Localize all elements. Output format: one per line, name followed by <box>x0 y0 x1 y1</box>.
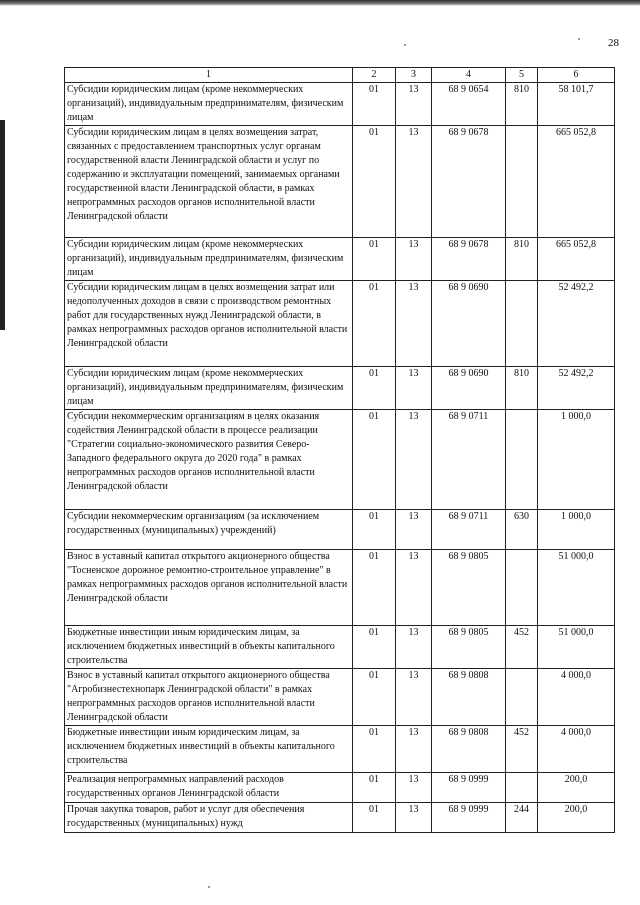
scan-edge-left <box>0 120 5 330</box>
table-row <box>65 281 615 367</box>
page-number: 28 <box>608 37 619 49</box>
expense-type-code: 244 <box>506 803 538 833</box>
target-code: 68 9 0654 <box>432 83 506 126</box>
subsection-code: 13 <box>396 367 432 410</box>
table-row <box>65 410 615 510</box>
expense-type-code: 452 <box>506 626 538 669</box>
section-code: 01 <box>353 410 396 510</box>
expense-type-code <box>506 669 538 726</box>
expense-type-code <box>506 550 538 626</box>
subsection-code: 13 <box>396 510 432 550</box>
amount: 200,0 <box>538 773 615 803</box>
expense-type-code: 810 <box>506 367 538 410</box>
subsection-code: 13 <box>396 410 432 510</box>
section-code: 01 <box>353 726 396 773</box>
column-header: 5 <box>506 68 538 83</box>
amount: 665 052,8 <box>538 126 615 238</box>
section-code: 01 <box>353 126 396 238</box>
target-code: 68 9 0678 <box>432 238 506 281</box>
expense-type-code: 452 <box>506 726 538 773</box>
section-code: 01 <box>353 510 396 550</box>
table-row <box>65 669 615 726</box>
scan-speck <box>404 44 406 46</box>
subsection-code: 13 <box>396 126 432 238</box>
amount: 51 000,0 <box>538 550 615 626</box>
section-code: 01 <box>353 773 396 803</box>
expense-name: Взнос в уставный капитал открытого акционерного общества "Тосненское дорожное ремонтно-строительное управление" в рамках непрограммных расходов органов исполнительной власти Ленинградской области <box>65 550 353 626</box>
column-header: 3 <box>396 68 432 83</box>
expense-name: Субсидии юридическим лицам (кроме некоммерческих организаций), индивидуальным предпринимателям, физическим лицам <box>65 367 353 410</box>
table-row <box>65 83 615 126</box>
section-code: 01 <box>353 83 396 126</box>
amount: 58 101,7 <box>538 83 615 126</box>
budget-table <box>64 67 615 833</box>
section-code: 01 <box>353 669 396 726</box>
subsection-code: 13 <box>396 669 432 726</box>
subsection-code: 13 <box>396 726 432 773</box>
target-code: 68 9 0711 <box>432 510 506 550</box>
expense-name: Субсидии некоммерческим организациям в целях оказания содействия Ленинградской области в процессе реализации "Стратегии социально-экономического развития Северо-Западного федерального округа до 2020 года" в рамках непрограммных расходов органов исполнительной власти Ленинградской области <box>65 410 353 510</box>
scan-speck <box>578 38 580 40</box>
expense-name: Субсидии юридическим лицам в целях возмещения затрат, связанных с предоставлением транспортных услуг органам государственной власти Ленинградской области и услуг по содержанию и эксплуатации помещений, занимаемых органами государственной власти Ленинградской области, в рамках непрограммных расходов органов исполнительной власти Ленинградской области <box>65 126 353 238</box>
target-code: 68 9 0805 <box>432 626 506 669</box>
target-code: 68 9 0678 <box>432 126 506 238</box>
amount: 4 000,0 <box>538 669 615 726</box>
table-row <box>65 510 615 550</box>
target-code: 68 9 0805 <box>432 550 506 626</box>
subsection-code: 13 <box>396 83 432 126</box>
expense-type-code: 810 <box>506 238 538 281</box>
subsection-code: 13 <box>396 626 432 669</box>
subsection-code: 13 <box>396 773 432 803</box>
target-code: 68 9 0999 <box>432 803 506 833</box>
amount: 51 000,0 <box>538 626 615 669</box>
amount: 4 000,0 <box>538 726 615 773</box>
amount: 665 052,8 <box>538 238 615 281</box>
target-code: 68 9 0711 <box>432 410 506 510</box>
amount: 1 000,0 <box>538 410 615 510</box>
scan-edge-top <box>0 0 640 6</box>
table-row <box>65 126 615 238</box>
expense-name: Прочая закупка товаров, работ и услуг для обеспечения государственных (муниципальных) нужд <box>65 803 353 833</box>
table-row <box>65 803 615 833</box>
subsection-code: 13 <box>396 281 432 367</box>
amount: 52 492,2 <box>538 281 615 367</box>
table-row <box>65 238 615 281</box>
amount: 1 000,0 <box>538 510 615 550</box>
expense-type-code: 630 <box>506 510 538 550</box>
expense-name: Субсидии юридическим лицам (кроме некоммерческих организаций), индивидуальным предпринимателям, физическим лицам <box>65 83 353 126</box>
section-code: 01 <box>353 367 396 410</box>
column-header: 4 <box>432 68 506 83</box>
table-row <box>65 550 615 626</box>
expense-name: Бюджетные инвестиции иным юридическим лицам, за исключением бюджетных инвестиций в объекты капитального строительства <box>65 626 353 669</box>
expense-type-code <box>506 281 538 367</box>
table-row <box>65 367 615 410</box>
target-code: 68 9 0999 <box>432 773 506 803</box>
column-header: 1 <box>65 68 353 83</box>
table-row <box>65 773 615 803</box>
table-row <box>65 626 615 669</box>
amount: 52 492,2 <box>538 367 615 410</box>
expense-name: Субсидии некоммерческим организациям (за исключением государственных (муниципальных) учреждений) <box>65 510 353 550</box>
section-code: 01 <box>353 626 396 669</box>
expense-type-code <box>506 126 538 238</box>
subsection-code: 13 <box>396 803 432 833</box>
subsection-code: 13 <box>396 550 432 626</box>
subsection-code: 13 <box>396 238 432 281</box>
section-code: 01 <box>353 550 396 626</box>
section-code: 01 <box>353 238 396 281</box>
expense-name: Взнос в уставный капитал открытого акционерного общества "Агробизнестехнопарк Ленинградской области" в рамках непрограммных расходов органов исполнительной власти Ленинградской области <box>65 669 353 726</box>
column-header: 6 <box>538 68 615 83</box>
target-code: 68 9 0690 <box>432 367 506 410</box>
table-header-row <box>65 68 615 83</box>
section-code: 01 <box>353 281 396 367</box>
expense-name: Субсидии юридическим лицам в целях возмещения затрат или недополученных доходов в связи с производством ремонтных работ для государственных нужд Ленинградской области, в рамках непрограммных расходов органов исполнительной власти Ленинградской области <box>65 281 353 367</box>
expense-type-code <box>506 410 538 510</box>
expense-type-code: 810 <box>506 83 538 126</box>
scan-speck <box>208 886 210 888</box>
section-code: 01 <box>353 803 396 833</box>
target-code: 68 9 0808 <box>432 726 506 773</box>
expense-type-code <box>506 773 538 803</box>
table-row <box>65 726 615 773</box>
target-code: 68 9 0808 <box>432 669 506 726</box>
column-header: 2 <box>353 68 396 83</box>
expense-name: Реализация непрограммных направлений расходов государственных органов Ленинградской области <box>65 773 353 803</box>
expense-name: Бюджетные инвестиции иным юридическим лицам, за исключением бюджетных инвестиций в объекты капитального строительства <box>65 726 353 773</box>
amount: 200,0 <box>538 803 615 833</box>
target-code: 68 9 0690 <box>432 281 506 367</box>
expense-name: Субсидии юридическим лицам (кроме некоммерческих организаций), индивидуальным предпринимателям, физическим лицам <box>65 238 353 281</box>
